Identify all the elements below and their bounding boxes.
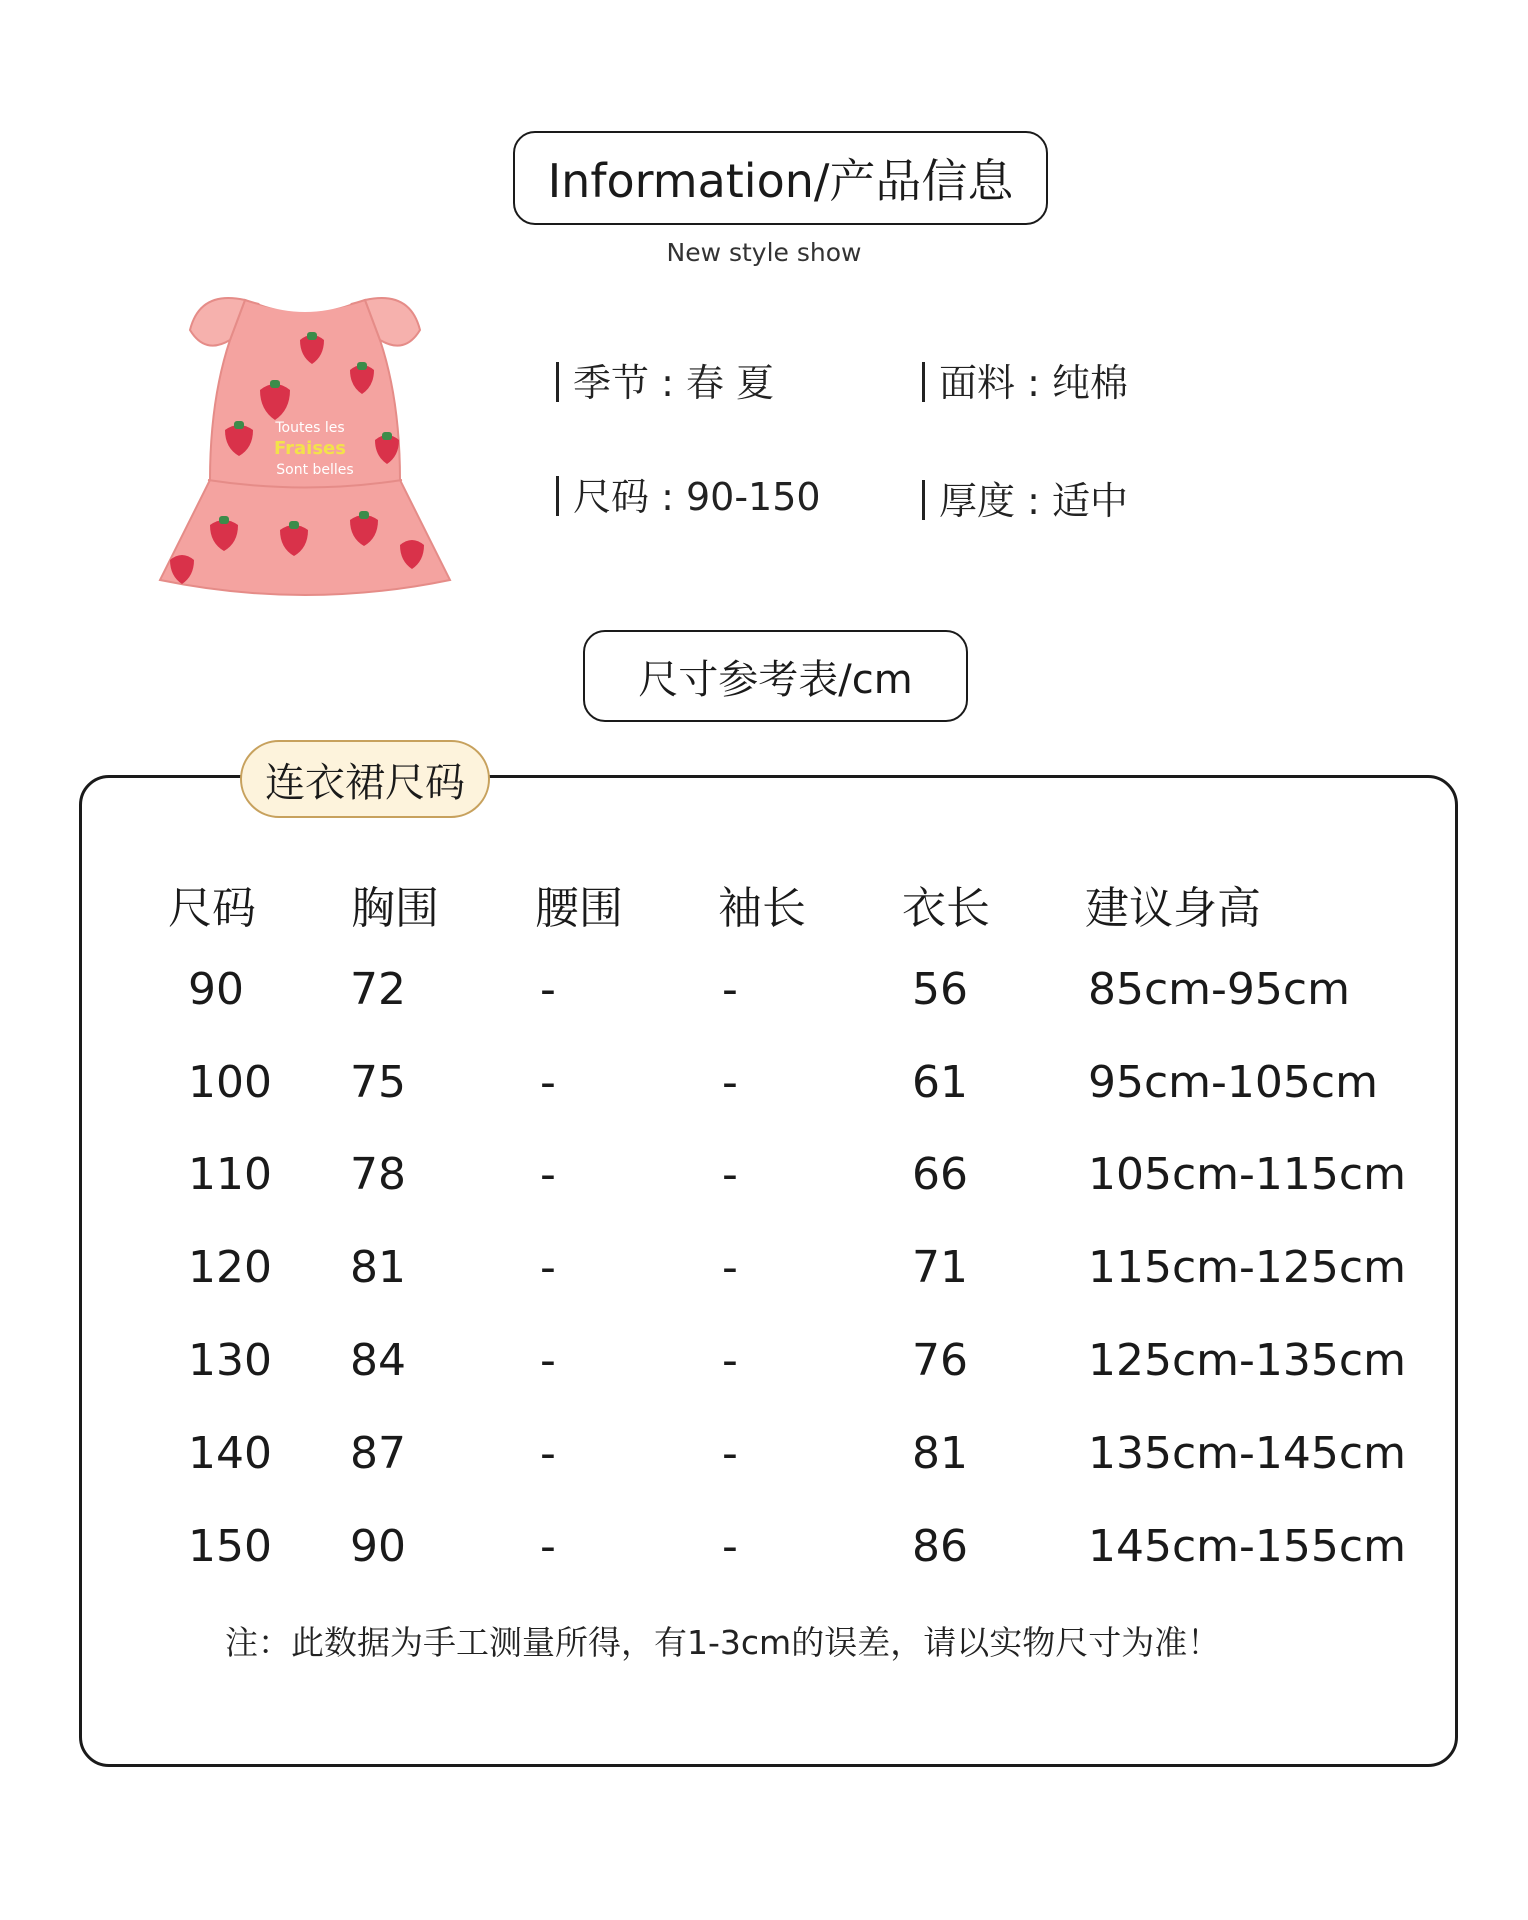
cell-waist: - [540, 1428, 556, 1479]
cell-size: 150 [188, 1521, 272, 1572]
cell-chest: 90 [350, 1521, 406, 1572]
cell-length: 76 [912, 1335, 968, 1386]
print-text-3: Sont belles [276, 462, 354, 478]
spec-season-text: 季节 : 春 夏 [573, 361, 775, 405]
cell-size: 120 [188, 1242, 272, 1293]
product-image [150, 280, 460, 610]
cell-sleeve: - [722, 1242, 738, 1293]
header-waist: 腰围 [535, 883, 623, 934]
cell-waist: - [540, 1057, 556, 1108]
cell-height: 105cm-115cm [1088, 1149, 1406, 1200]
spec-size [556, 466, 821, 521]
cell-chest: 87 [350, 1428, 406, 1479]
header-chest: 胸围 [351, 883, 439, 934]
cell-height: 85cm-95cm [1088, 964, 1350, 1015]
cell-height: 95cm-105cm [1088, 1057, 1378, 1108]
spec-size-text: 尺码 : 90-150 [573, 475, 821, 519]
divider-bar [922, 480, 925, 520]
dress-size-tag [240, 740, 490, 818]
cell-waist: - [540, 1335, 556, 1386]
cell-sleeve: - [722, 1149, 738, 1200]
cell-height: 125cm-135cm [1088, 1335, 1406, 1386]
page-title: Information/产品信息 [547, 154, 1014, 208]
spec-fabric-text: 面料 : 纯棉 [939, 361, 1128, 405]
cell-height: 145cm-155cm [1088, 1521, 1406, 1572]
cell-chest: 75 [350, 1057, 406, 1108]
cell-sleeve: - [722, 1521, 738, 1572]
header-length: 衣长 [902, 883, 990, 934]
cell-length: 86 [912, 1521, 968, 1572]
cell-size: 90 [188, 964, 244, 1015]
print-text-1: Toutes les [275, 420, 345, 436]
divider-bar [556, 362, 559, 402]
dress-size-tag-label: 连衣裙尺码 [265, 759, 465, 806]
cell-waist: - [540, 1521, 556, 1572]
cell-chest: 84 [350, 1335, 406, 1386]
subtitle: New style show [666, 238, 862, 267]
divider-bar [556, 476, 559, 516]
cell-chest: 78 [350, 1149, 406, 1200]
print-text-2: Fraises [274, 438, 346, 459]
cell-height: 115cm-125cm [1088, 1242, 1406, 1293]
spec-thickness [922, 470, 1128, 525]
cell-sleeve: - [722, 964, 738, 1015]
cell-waist: - [540, 964, 556, 1015]
cell-length: 56 [912, 964, 968, 1015]
spec-season [556, 352, 774, 407]
header-size: 尺码 [168, 883, 256, 934]
cell-size: 140 [188, 1428, 272, 1479]
footnote: 注：此数据为手工测量所得，有1-3cm的误差，请以实物尺寸为准！ [225, 1623, 1221, 1662]
spec-thickness-text: 厚度 : 适中 [939, 479, 1128, 523]
header-sleeve: 袖长 [718, 883, 806, 934]
cell-length: 61 [912, 1057, 968, 1108]
cell-size: 100 [188, 1057, 272, 1108]
cell-waist: - [540, 1149, 556, 1200]
header-height: 建议身高 [1085, 883, 1261, 934]
cell-chest: 72 [350, 964, 406, 1015]
cell-length: 71 [912, 1242, 968, 1293]
cell-sleeve: - [722, 1335, 738, 1386]
size-chart-title-pill [583, 630, 968, 722]
cell-sleeve: - [722, 1057, 738, 1108]
cell-length: 81 [912, 1428, 968, 1479]
cell-size: 130 [188, 1335, 272, 1386]
cell-chest: 81 [350, 1242, 406, 1293]
cell-waist: - [540, 1242, 556, 1293]
spec-fabric [922, 352, 1128, 407]
cell-sleeve: - [722, 1428, 738, 1479]
size-chart-title: 尺寸参考表/cm [638, 656, 913, 703]
divider-bar [922, 362, 925, 402]
cell-size: 110 [188, 1149, 272, 1200]
cell-height: 135cm-145cm [1088, 1428, 1406, 1479]
info-title-pill [513, 131, 1048, 225]
cell-length: 66 [912, 1149, 968, 1200]
